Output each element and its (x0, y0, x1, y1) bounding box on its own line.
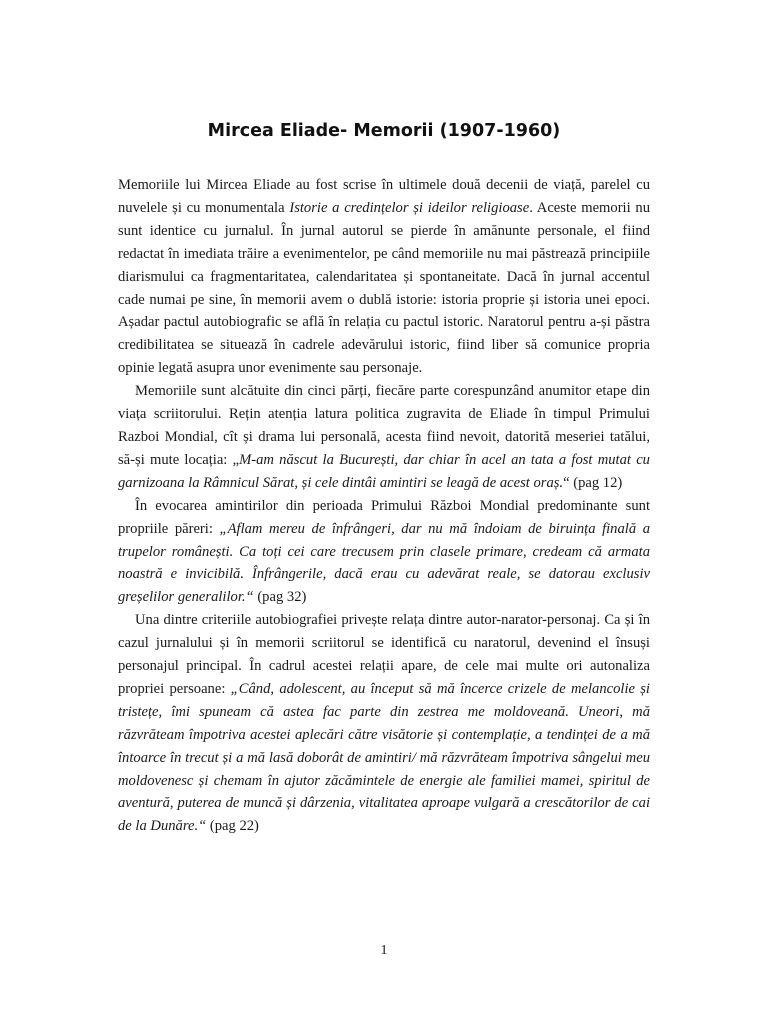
paragraph-author-narrator (118, 609, 650, 838)
italic-quote-text: Istorie a credințelor și ideilor religioase (289, 199, 530, 216)
paragraph-text: . Aceste memorii nu sunt identice cu jurnalul. În jurnal autorul se pierde în amănunte personale, el fiind redactat în imediata trăire a evenimentelor, pe când memoriile nu mai păstrează principiile diarismului ca fragmentaritatea, calendaritatea și spontaneitate. Dacă în jurnal accentul cade numai pe sine, în memorii avem o dublă istorie: istoria proprie și istoria unei epoci. Așadar pactul autobiografic se află în relația cu pactul istoric. Naratorul pentru a-și păstra credibilitatea se situează în cadrele adevărului istoric, fiind liber să comunice propria opinie legată asupra unor evenimente sau personaje. (118, 199, 651, 377)
document-body (118, 174, 650, 838)
page-number: 1 (380, 943, 388, 958)
paragraph-text: Una dintre criteriile autobiografiei privește relața dintre autor-narator-personaj. Ca și în cazul jurnalului și în memorii scriitorul se identifică cu naratorul, devenind el însuși personajul principal. În cadrul acestei relații apare, de cele mai multe ori autonaliza propriei persoane: (118, 612, 650, 697)
paragraph-war-memories (118, 495, 650, 610)
paragraph-text: Memoriile sunt alcătuite din cinci părți, fiecăre parte corespunzând anumitor etape din viața scriitorului. Rețin atenția latura politica zugravita de Eliade în timpul Primului Razboi Mondial, cît și drama lui personală, acesta fiind nevoit, datorită meseriei tatălui, să-și mute locația: „ (118, 383, 650, 468)
paragraph-text: (pag 22) (206, 818, 259, 835)
italic-quote-text: M-am născut la București, dar chiar în acel an tata a fost mutat cu garnizoana la Râmnicul Sărat, și cele dintâi amintiri se leagă de acest oraș. (118, 451, 650, 491)
paragraph-text: În evocarea amintirilor din perioada Primului Război Mondial predominante sunt propriile păreri: (118, 497, 650, 537)
document-title: Mircea Eliade- Memorii (1907-1960) (207, 121, 561, 141)
paragraph-structure (118, 380, 650, 495)
paragraph-text: “ (pag 12) (563, 474, 623, 491)
italic-quote-text: „Când, adolescent, au început să mă încerce crizele de melancolie și tristețe, îmi spuneam că astea fac parte din zestrea me moldovеană. Uneori, mă răzvrăteam împotriva acestei aplecări către visătorie și contemplație, a tendinței de a mă întoarce în trecut și a mă lasă doborât de amintiri/ mă răzvrăteam împotriva sângelui meu moldovenesc și chemam în ajutor zăcămintele de energie ale familiei mamei, spiritul de aventură, puterea de muncă și dârzenia, vitalitatea aproape vulgară a crescătorilor de cai de la Dunăre.“ (118, 680, 650, 835)
paragraph-intro (118, 174, 650, 380)
paragraph-text: (pag 32) (253, 589, 307, 606)
italic-quote-text: „Aflam mereu de înfrângeri, dar nu mă îndoiam de biruința finală a trupelor românești. Ca toți cei care trecusem prin clasele primare, credeam că armata noastră e invicibilă. Înfrângerile, dacă erau cu adevărat reale, se datorau exclusiv greșelilor generalilor.“ (118, 520, 650, 606)
paragraph-text: Memoriile lui Mircea Eliade au fost scrise în ultimele două decenii de viață, parelel cu nuvelele și cu monumentala (118, 177, 650, 216)
